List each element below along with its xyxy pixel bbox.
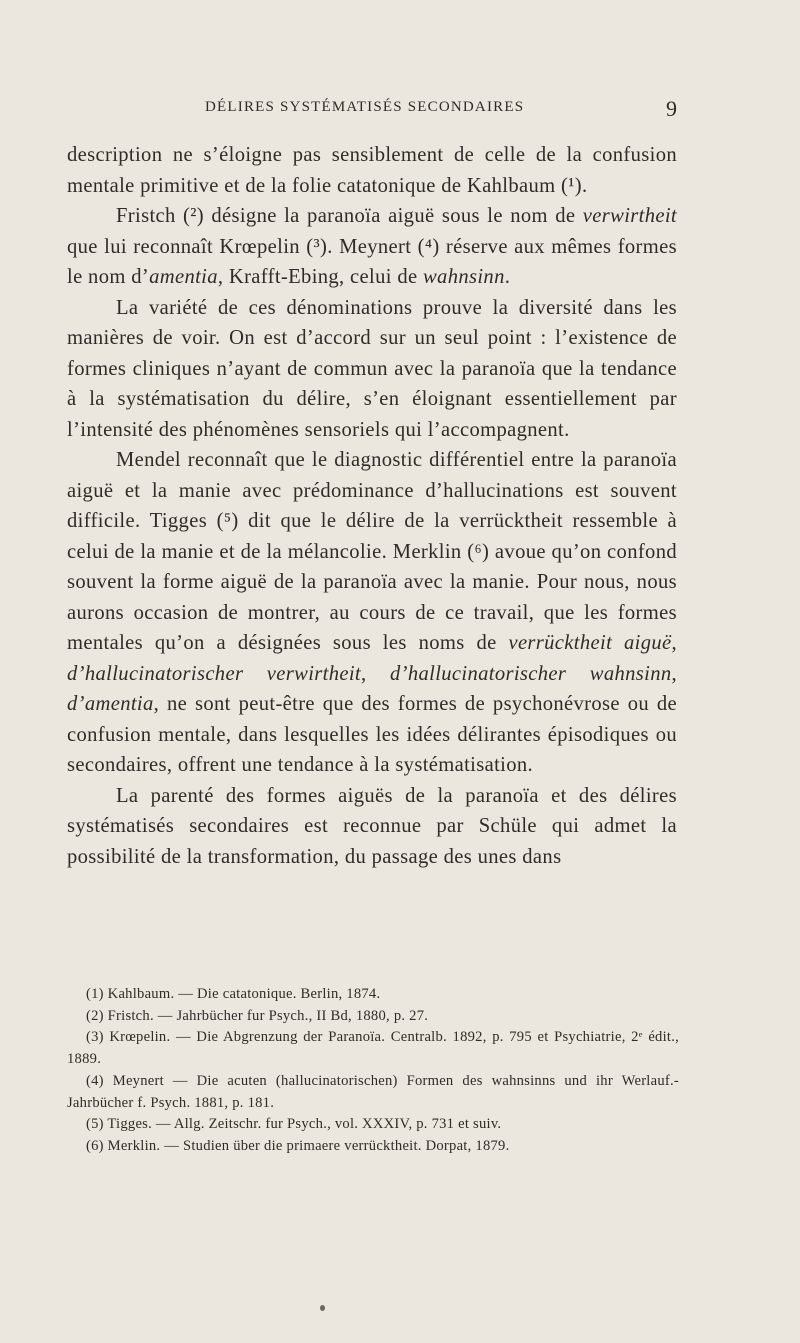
- text-run: ,: [361, 662, 390, 685]
- footnote: (5) Tigges. — Allg. Zeitschr. fur Psych., vol. XXXIV, p. 731 et suiv.: [86, 1116, 502, 1133]
- text-run: , ne sont peut-être que des formes de psychonévrose ou de confusion mentale, dans lesquelles les idées délirantes épisodiques ou secondaires, offrent une tendance à la systématisation.: [67, 693, 677, 776]
- paragraph: La parenté des formes aiguës de la paranoïa et des délires systématisés secondaires est reconnue par Schüle qui admet la possibilité de la transformation, du passage des unes dans: [67, 784, 677, 868]
- footnote: (2) Fristch. — Jahrbücher fur Psych., II Bd, 1880, p. 27.: [86, 1007, 429, 1024]
- paragraph: description ne s’éloigne pas sensiblement de celle de la confusion mentale primitive et de la folie catatonique de Kahlbaum (¹).: [67, 144, 677, 197]
- paragraph: [67, 201, 677, 293]
- italic-term: d’hallucinatorischer wahnsinn: [389, 662, 672, 685]
- text-run: , Krafft-Ebing, celui de: [217, 266, 423, 288]
- footnote: (3) Krœpelin. — Die Abgrenzung der Paranoïa. Centralb. 1892, p. 795 et Psychiatrie, 2ᵉ édit., 1889.: [67, 1029, 679, 1068]
- footnote: (4) Meynert — Die acuten (hallucinatorischen) Formen des wahnsinns und ihr Werlauf.-Jahrbücher f. Psych. 1881, p. 181.: [67, 1072, 679, 1111]
- text-run: ,: [671, 662, 677, 685]
- italic-term: amentia: [149, 266, 218, 288]
- italic-term: d’hallucinatorischer verwirtheit: [67, 662, 361, 685]
- footnotes: [67, 984, 679, 1158]
- page-header: [0, 96, 800, 123]
- italic-term: wahnsinn: [422, 266, 505, 288]
- italic-term: d’amentia: [67, 693, 154, 715]
- paragraph: La variété de ces dénominations prouve la diversité dans les manières de voir. On est d’accord sur un seul point : l’existence de formes cliniques n’ayant de commun avec la paranoïa que la tendance à la systématisation du délire, s’en éloignant essentiellement par l’intensité des phénomènes sensoriels qui l’accompagnent.: [67, 296, 677, 441]
- footnote: (1) Kahlbaum. — Die catatonique. Berlin, 1874.: [86, 986, 381, 1002]
- print-mark: [320, 1305, 325, 1311]
- footnote: (6) Merklin. — Studien über die primaere verrücktheit. Dorpat, 1879.: [86, 1137, 510, 1154]
- text-run: que lui reconnaît Krœpelin (³). Meynert (⁴) réserve aux mêmes formes le nom d’: [67, 235, 677, 288]
- text-run: Fristch (²) désigne la paranoïa aiguë sous le nom de: [116, 205, 583, 227]
- main-text: [67, 140, 677, 872]
- italic-term: verrücktheit aiguë: [508, 632, 672, 654]
- text-run: .: [504, 266, 511, 288]
- text-run: Mendel reconnaît que le diagnostic différentiel entre la paranoïa aiguë et la manie avec prédominance d’hallucinations est souvent difficile. Tigges (⁵) dit que le délire de la verrücktheit ressemble à celui de la manie et de la mélancolie. Merklin (⁶) avoue qu’on confond souvent la forme aiguë de la paranoïa avec la manie. Pour nous, nous aurons occasion de montrer, au cours de ce travail, que les formes mentales qu’on a désignées sous les noms de: [67, 449, 677, 654]
- page-number: 9: [666, 96, 677, 121]
- italic-term: verwirtheit: [582, 205, 677, 227]
- paragraph: [67, 445, 677, 781]
- running-head: DÉLIRES SYSTÉMATISÉS SECONDAIRES: [205, 99, 525, 115]
- text-run: ,: [671, 632, 677, 654]
